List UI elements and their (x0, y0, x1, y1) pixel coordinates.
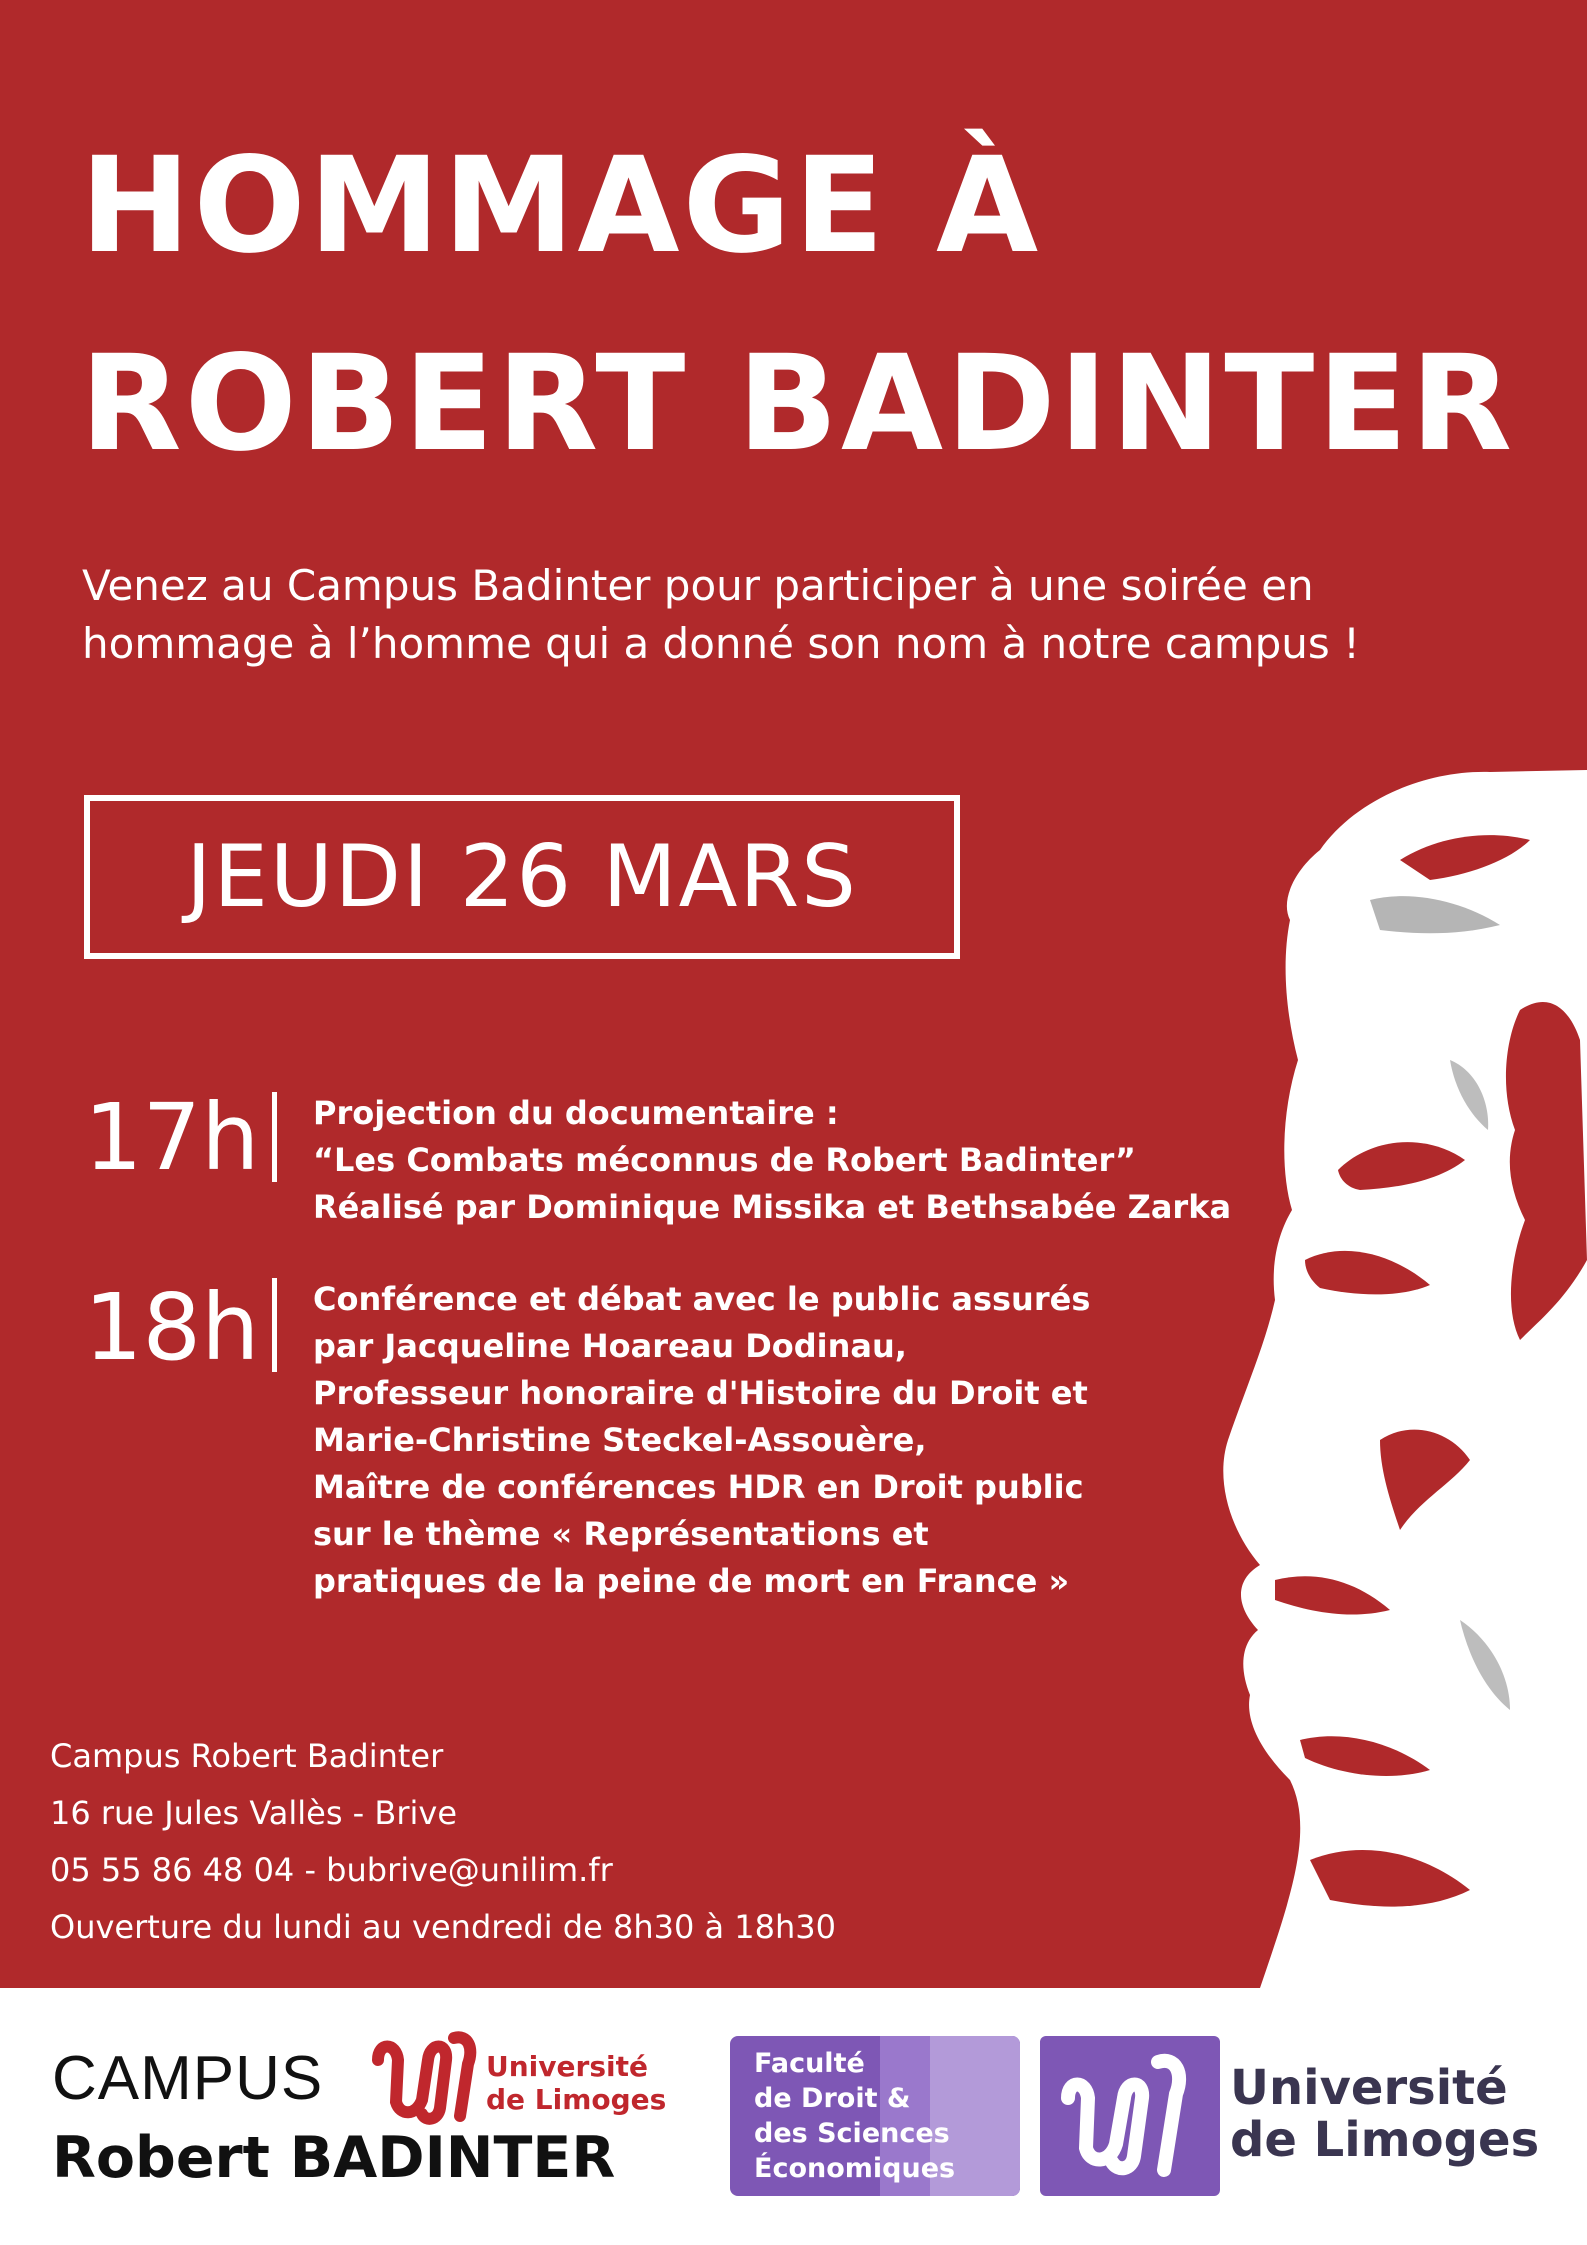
contact-phone-email: 05 55 86 48 04 - bubrive@unilim.fr (50, 1851, 613, 1889)
intro-line-1: Venez au Campus Badinter pour participer à une soirée en (82, 561, 1314, 610)
intro-line-2: hommage à l’homme qui a donné son nom à notre campus ! (82, 619, 1360, 668)
ul-red-logo-line-2: de Limoges (486, 2083, 667, 2116)
faculty-logo (730, 2036, 1020, 2196)
contact-address: 16 rue Jules Vallès - Brive (50, 1794, 457, 1832)
faculty-line-3: des Sciences (754, 2118, 950, 2149)
faculty-line-2: de Droit & (754, 2083, 911, 2114)
intro-text (82, 557, 1502, 673)
ul-red-logo-line-1: Université (486, 2050, 648, 2083)
program-time-17h: 17h (84, 1084, 260, 1191)
ul-purple-logo-icon (1040, 2036, 1220, 2196)
program-line: Marie-Christine Steckel-Assouère, (313, 1421, 927, 1459)
program-line: Maître de conférences HDR en Droit public (313, 1468, 1084, 1506)
program-divider (272, 1092, 277, 1182)
ul-red-logo-icon (370, 2030, 480, 2128)
campus-logo-line-2: Robert BADINTER (52, 2125, 616, 2191)
program-line: Réalisé par Dominique Missika et Bethsabée Zarka (313, 1188, 1232, 1226)
event-date: JEUDI 26 MARS (186, 827, 858, 927)
faculty-line-4: Économiques (754, 2153, 956, 2184)
program-line: sur le thème « Représentations et (313, 1515, 929, 1553)
faculty-logo-text (754, 2046, 955, 2186)
ul-red-logo-text (486, 2050, 666, 2116)
program-line: Conférence et débat avec le public assurés (313, 1280, 1091, 1318)
event-date-box (84, 795, 960, 959)
ul-purple-logo-line-2: de Limoges (1230, 2112, 1540, 2168)
campus-logo-line-1: CAMPUS (52, 2044, 324, 2113)
title-line-1: HOMMAGE À (80, 129, 1042, 283)
contact-info (50, 1728, 836, 1956)
title-line-2: ROBERT BADINTER (80, 327, 1516, 481)
program-time-18h: 18h (84, 1274, 260, 1381)
portrait-illustration (1220, 740, 1587, 1988)
program-divider (272, 1278, 277, 1372)
ul-purple-logo-text (1230, 2062, 1539, 2166)
program-line: Projection du documentaire : (313, 1094, 839, 1132)
program-line: “Les Combats méconnus de Robert Badinter” (313, 1141, 1136, 1179)
program-item-18h (313, 1276, 1090, 1605)
program-line: par Jacqueline Hoareau Dodinau, (313, 1327, 907, 1365)
program-line: Professeur honoraire d'Histoire du Droit et (313, 1374, 1088, 1412)
ul-purple-logo-line-1: Université (1230, 2060, 1508, 2116)
contact-name: Campus Robert Badinter (50, 1737, 444, 1775)
program-line: pratiques de la peine de mort en France » (313, 1562, 1070, 1600)
faculty-line-1: Faculté (754, 2048, 865, 2079)
program-item-17h (313, 1090, 1231, 1231)
contact-hours: Ouverture du lundi au vendredi de 8h30 à 18h30 (50, 1908, 836, 1946)
